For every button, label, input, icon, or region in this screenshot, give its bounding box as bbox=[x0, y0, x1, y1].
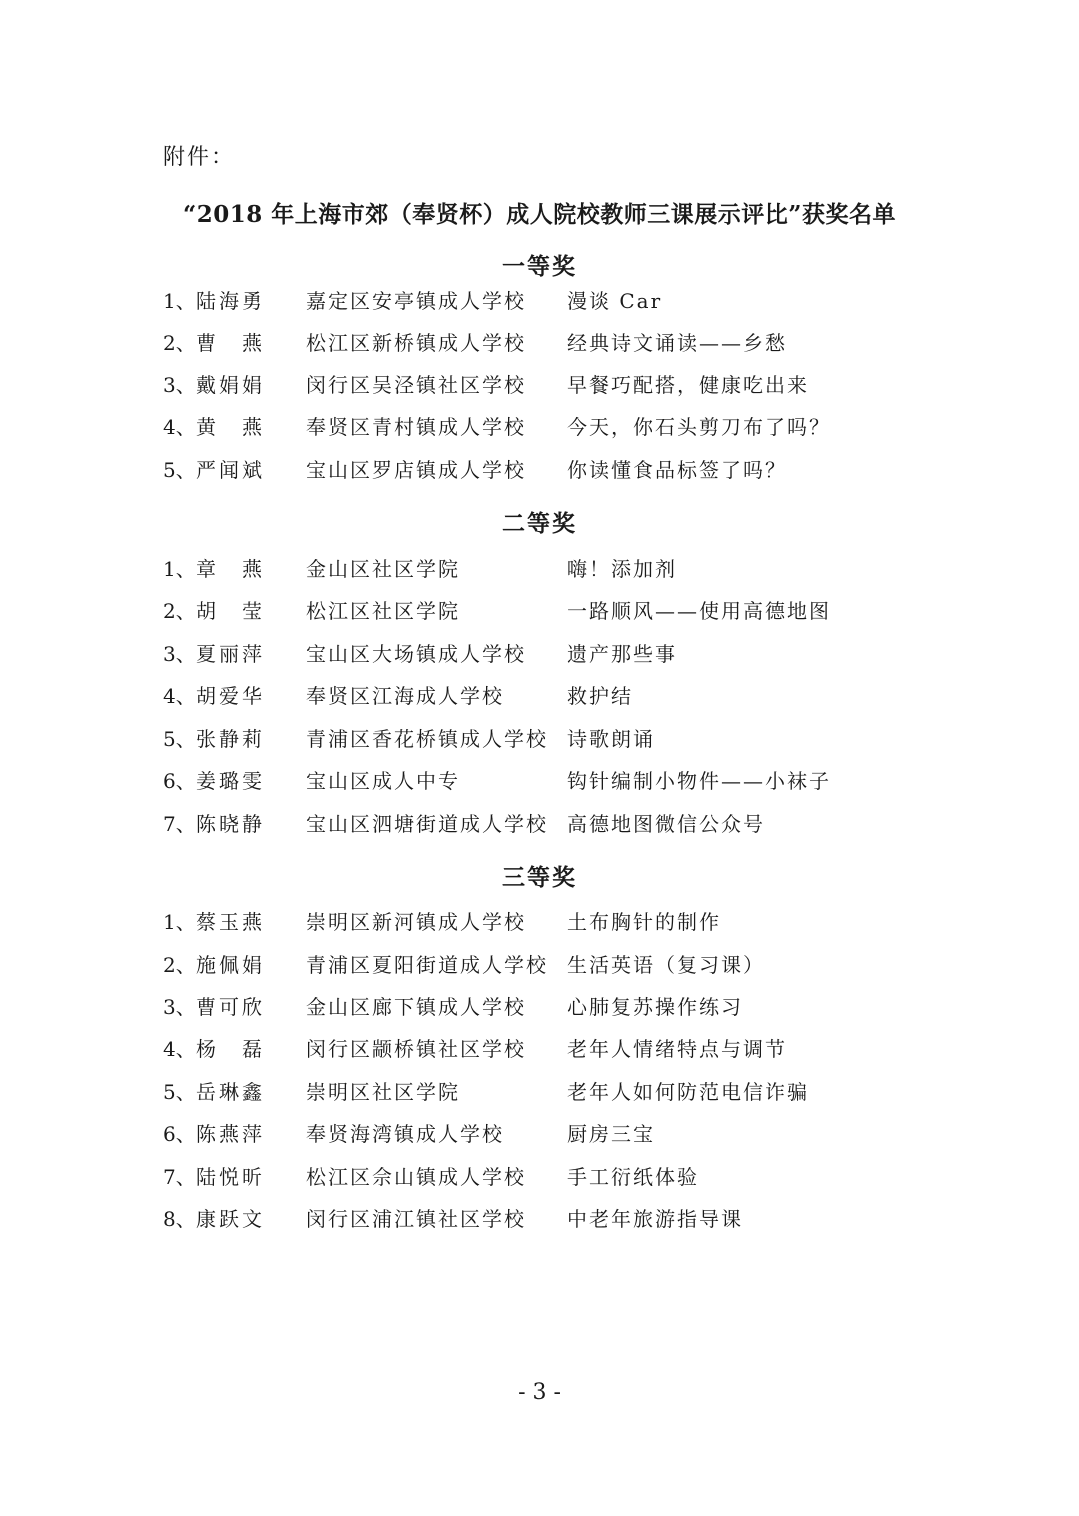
teacher-name: 施佩娟 bbox=[196, 953, 265, 977]
table-row bbox=[0, 1077, 1079, 1107]
row-number: 7、 bbox=[163, 812, 196, 836]
teacher-name: 岳琳鑫 bbox=[196, 1080, 265, 1104]
school-name: 奉贤区江海成人学校 bbox=[306, 684, 504, 708]
section-heading-third-prize: 三等奖 bbox=[502, 864, 577, 891]
row-number: 2、 bbox=[163, 331, 196, 355]
school-name: 奉贤海湾镇成人学校 bbox=[306, 1122, 504, 1146]
teacher-name: 陈燕萍 bbox=[196, 1122, 265, 1146]
school-name: 金山区廊下镇成人学校 bbox=[306, 995, 526, 1019]
school-name: 青浦区香花桥镇成人学校 bbox=[306, 727, 548, 751]
attachment-label: 附件： bbox=[163, 145, 236, 170]
table-row bbox=[0, 1034, 1079, 1064]
school-name: 宝山区泗塘街道成人学校 bbox=[306, 812, 548, 836]
school-name: 青浦区夏阳街道成人学校 bbox=[306, 953, 548, 977]
teacher-name: 严闻斌 bbox=[196, 458, 265, 482]
course-title: 嗨！添加剂 bbox=[567, 557, 677, 581]
course-title: 一路顺风——使用高德地图 bbox=[567, 599, 831, 623]
section-heading-first-prize: 一等奖 bbox=[502, 253, 577, 280]
table-row bbox=[0, 639, 1079, 669]
school-name: 奉贤区青村镇成人学校 bbox=[306, 415, 526, 439]
school-name: 松江区新桥镇成人学校 bbox=[306, 331, 526, 355]
row-number: 3、 bbox=[163, 373, 196, 397]
school-name: 闵行区浦江镇社区学校 bbox=[306, 1207, 526, 1231]
school-name: 闵行区吴泾镇社区学校 bbox=[306, 373, 526, 397]
table-row bbox=[0, 412, 1079, 442]
teacher-name: 张静莉 bbox=[196, 727, 265, 751]
table-row bbox=[0, 1162, 1079, 1192]
school-name: 宝山区罗店镇成人学校 bbox=[306, 458, 526, 482]
row-number: 1、 bbox=[163, 557, 196, 581]
teacher-name: 康跃文 bbox=[196, 1207, 265, 1231]
row-number: 4、 bbox=[163, 684, 196, 708]
row-number: 2、 bbox=[163, 953, 196, 977]
row-number: 1、 bbox=[163, 910, 196, 934]
teacher-name: 胡爱华 bbox=[196, 684, 265, 708]
teacher-name: 姜璐雯 bbox=[196, 769, 265, 793]
table-row bbox=[0, 1204, 1079, 1234]
page-number: - 3 - bbox=[518, 1380, 561, 1405]
section-heading-second-prize: 二等奖 bbox=[502, 510, 577, 537]
course-title: 早餐巧配搭，健康吃出来 bbox=[567, 373, 809, 397]
row-number: 6、 bbox=[163, 1122, 196, 1146]
table-row bbox=[0, 950, 1079, 980]
teacher-name: 戴娟娟 bbox=[196, 373, 265, 397]
teacher-name: 曹可欣 bbox=[196, 995, 265, 1019]
course-title: 钩针编制小物件——小袜子 bbox=[567, 769, 831, 793]
table-row bbox=[0, 328, 1079, 358]
course-title: 你读懂食品标签了吗？ bbox=[567, 458, 787, 482]
row-number: 4、 bbox=[163, 415, 196, 439]
table-row bbox=[0, 370, 1079, 400]
course-title: 老年人如何防范电信诈骗 bbox=[567, 1080, 809, 1104]
course-title: 高德地图微信公众号 bbox=[567, 812, 765, 836]
school-name: 宝山区成人中专 bbox=[306, 769, 460, 793]
document-title: “2018 年上海市郊（奉贤杯）成人院校教师三课展示评比”获奖名单 bbox=[183, 201, 896, 228]
school-name: 金山区社区学院 bbox=[306, 557, 460, 581]
school-name: 崇明区新河镇成人学校 bbox=[306, 910, 526, 934]
teacher-name: 曹 燕 bbox=[196, 331, 265, 355]
school-name: 嘉定区安亭镇成人学校 bbox=[306, 289, 526, 313]
school-name: 崇明区社区学院 bbox=[306, 1080, 460, 1104]
teacher-name: 杨 磊 bbox=[196, 1037, 265, 1061]
course-title: 厨房三宝 bbox=[567, 1122, 655, 1146]
teacher-name: 陆海勇 bbox=[196, 289, 265, 313]
school-name: 松江区社区学院 bbox=[306, 599, 460, 623]
course-title: 救护结 bbox=[567, 684, 633, 708]
school-name: 宝山区大场镇成人学校 bbox=[306, 642, 526, 666]
teacher-name: 胡 莹 bbox=[196, 599, 265, 623]
table-row bbox=[0, 455, 1079, 485]
table-row bbox=[0, 681, 1079, 711]
row-number: 5、 bbox=[163, 727, 196, 751]
course-title: 生活英语（复习课） bbox=[567, 953, 765, 977]
row-number: 5、 bbox=[163, 1080, 196, 1104]
teacher-name: 陈晓静 bbox=[196, 812, 265, 836]
course-title: 遗产那些事 bbox=[567, 642, 677, 666]
course-title: 漫谈 Car bbox=[567, 289, 663, 313]
teacher-name: 陆悦昕 bbox=[196, 1165, 265, 1189]
table-row bbox=[0, 809, 1079, 839]
table-row bbox=[0, 766, 1079, 796]
row-number: 1、 bbox=[163, 289, 196, 313]
row-number: 8、 bbox=[163, 1207, 196, 1231]
table-row bbox=[0, 907, 1079, 937]
course-title: 诗歌朗诵 bbox=[567, 727, 655, 751]
row-number: 3、 bbox=[163, 642, 196, 666]
row-number: 3、 bbox=[163, 995, 196, 1019]
table-row bbox=[0, 724, 1079, 754]
teacher-name: 夏丽萍 bbox=[196, 642, 265, 666]
row-number: 6、 bbox=[163, 769, 196, 793]
table-row bbox=[0, 286, 1079, 316]
school-name: 闵行区颛桥镇社区学校 bbox=[306, 1037, 526, 1061]
course-title: 心肺复苏操作练习 bbox=[567, 995, 743, 1019]
course-title: 经典诗文诵读——乡愁 bbox=[567, 331, 787, 355]
table-row bbox=[0, 1119, 1079, 1149]
row-number: 4、 bbox=[163, 1037, 196, 1061]
table-row bbox=[0, 554, 1079, 584]
teacher-name: 章 燕 bbox=[196, 557, 265, 581]
teacher-name: 蔡玉燕 bbox=[196, 910, 265, 934]
course-title: 老年人情绪特点与调节 bbox=[567, 1037, 787, 1061]
table-row bbox=[0, 992, 1079, 1022]
course-title: 今天，你石头剪刀布了吗？ bbox=[567, 415, 831, 439]
table-row bbox=[0, 596, 1079, 626]
course-title: 中老年旅游指导课 bbox=[567, 1207, 743, 1231]
course-title: 手工衍纸体验 bbox=[567, 1165, 699, 1189]
teacher-name: 黄 燕 bbox=[196, 415, 265, 439]
row-number: 7、 bbox=[163, 1165, 196, 1189]
row-number: 5、 bbox=[163, 458, 196, 482]
course-title: 土布胸针的制作 bbox=[567, 910, 721, 934]
school-name: 松江区佘山镇成人学校 bbox=[306, 1165, 526, 1189]
row-number: 2、 bbox=[163, 599, 196, 623]
